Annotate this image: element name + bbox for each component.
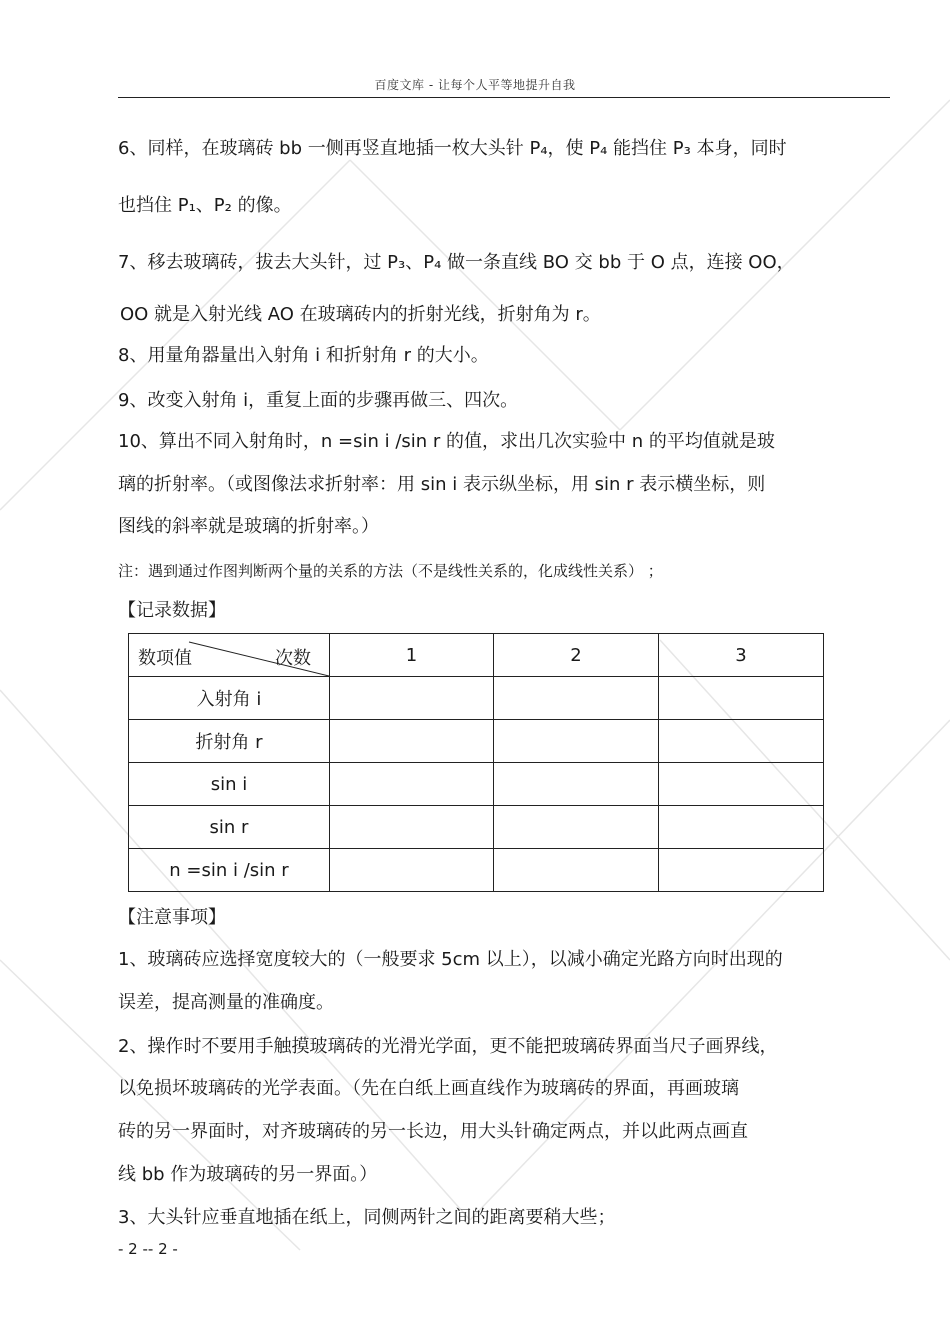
corner-label-right: 次数	[275, 648, 311, 669]
table-row	[129, 720, 824, 763]
note-line: 注：遇到通过作图判断两个量的关系的方法（不是线性关系的，化成线性关系） ；	[118, 562, 663, 580]
text-line: 线 bb 作为玻璃砖的另一界面。）	[118, 1164, 378, 1185]
text-line: 1、玻璃砖应选择宽度较大的（一般要求 5cm 以上），以减小确定光路方向时出现的	[118, 949, 783, 970]
text-line: 图线的斜率就是玻璃的折射率。）	[118, 516, 379, 537]
row-label: sin i	[129, 763, 330, 806]
table-cell	[330, 849, 494, 892]
table-cell	[659, 806, 824, 849]
row-label: sin r	[129, 806, 330, 849]
record-table	[128, 633, 824, 892]
section-heading-notes: 【注意事项】	[118, 907, 226, 928]
page-number: - 2 -- 2 -	[118, 1240, 178, 1258]
section-heading-record: 【记录数据】	[118, 600, 226, 621]
table-cell	[330, 806, 494, 849]
text-line: 8、用量角器量出入射角 i 和折射角 r 的大小。	[118, 345, 489, 366]
row-label: 折射角 r	[129, 720, 330, 763]
table-cell	[494, 720, 659, 763]
text-line: 以免损坏玻璃砖的光学表面。（先在白纸上画直线作为玻璃砖的界面，再画玻璃	[118, 1078, 739, 1099]
table-row	[129, 849, 824, 892]
corner-label-left: 数项值	[138, 648, 192, 669]
text-line: 10、算出不同入射角时，n =sin i /sin r 的值，求出几次实验中 n 的平均值就是玻	[118, 431, 775, 452]
column-header: 3	[659, 634, 824, 677]
table-cell	[659, 763, 824, 806]
table-cell	[659, 849, 824, 892]
text-line: 2、操作时不要用手触摸玻璃砖的光滑光学面，更不能把玻璃砖界面当尺子画界线，	[118, 1036, 778, 1057]
table-header-row	[129, 634, 824, 677]
text-line: 璃的折射率。（或图像法求折射率：用 sin i 表示纵坐标，用 sin r 表示横坐标，则	[118, 474, 766, 495]
table-cell	[494, 806, 659, 849]
table-cell	[330, 720, 494, 763]
column-header: 1	[330, 634, 494, 677]
text-line: 误差，提高测量的准确度。	[118, 992, 334, 1013]
table-cell	[659, 720, 824, 763]
text-line: 砖的另一界面时，对齐玻璃砖的另一长边，用大头针确定两点，并以此两点画直	[118, 1121, 748, 1142]
table-cell	[494, 677, 659, 720]
table-cell	[330, 677, 494, 720]
text-line: 9、改变入射角 i，重复上面的步骤再做三、四次。	[118, 390, 519, 411]
row-label: n =sin i /sin r	[129, 849, 330, 892]
header-divider	[118, 97, 890, 98]
table-cell	[494, 763, 659, 806]
text-line: 也挡住 P₁、P₂ 的像。	[118, 195, 292, 216]
table-cell	[494, 849, 659, 892]
column-header: 2	[494, 634, 659, 677]
table-cell	[659, 677, 824, 720]
row-label: 入射角 i	[129, 677, 330, 720]
text-line: OO 就是入射光线 AO 在玻璃砖内的折射光线，折射角为 r。	[120, 304, 601, 325]
text-line: 3、大头针应垂直地插在纸上，同侧两针之间的距离要稍大些；	[118, 1207, 616, 1228]
table-row	[129, 677, 824, 720]
page-header: 百度文库 - 让每个人平等地提升自我	[374, 78, 576, 92]
table-cell	[330, 763, 494, 806]
table-row	[129, 806, 824, 849]
text-line: 6、同样，在玻璃砖 bb 一侧再竖直地插一枚大头针 P₄，使 P₄ 能挡住 P₃ 本身，同时	[118, 138, 787, 159]
table-row	[129, 763, 824, 806]
text-line: 7、移去玻璃砖，拔去大头针，过 P₃、P₄ 做一条直线 BO 交 bb 于 O 点，连接 OO，	[118, 252, 795, 273]
table-corner-cell	[129, 634, 330, 677]
